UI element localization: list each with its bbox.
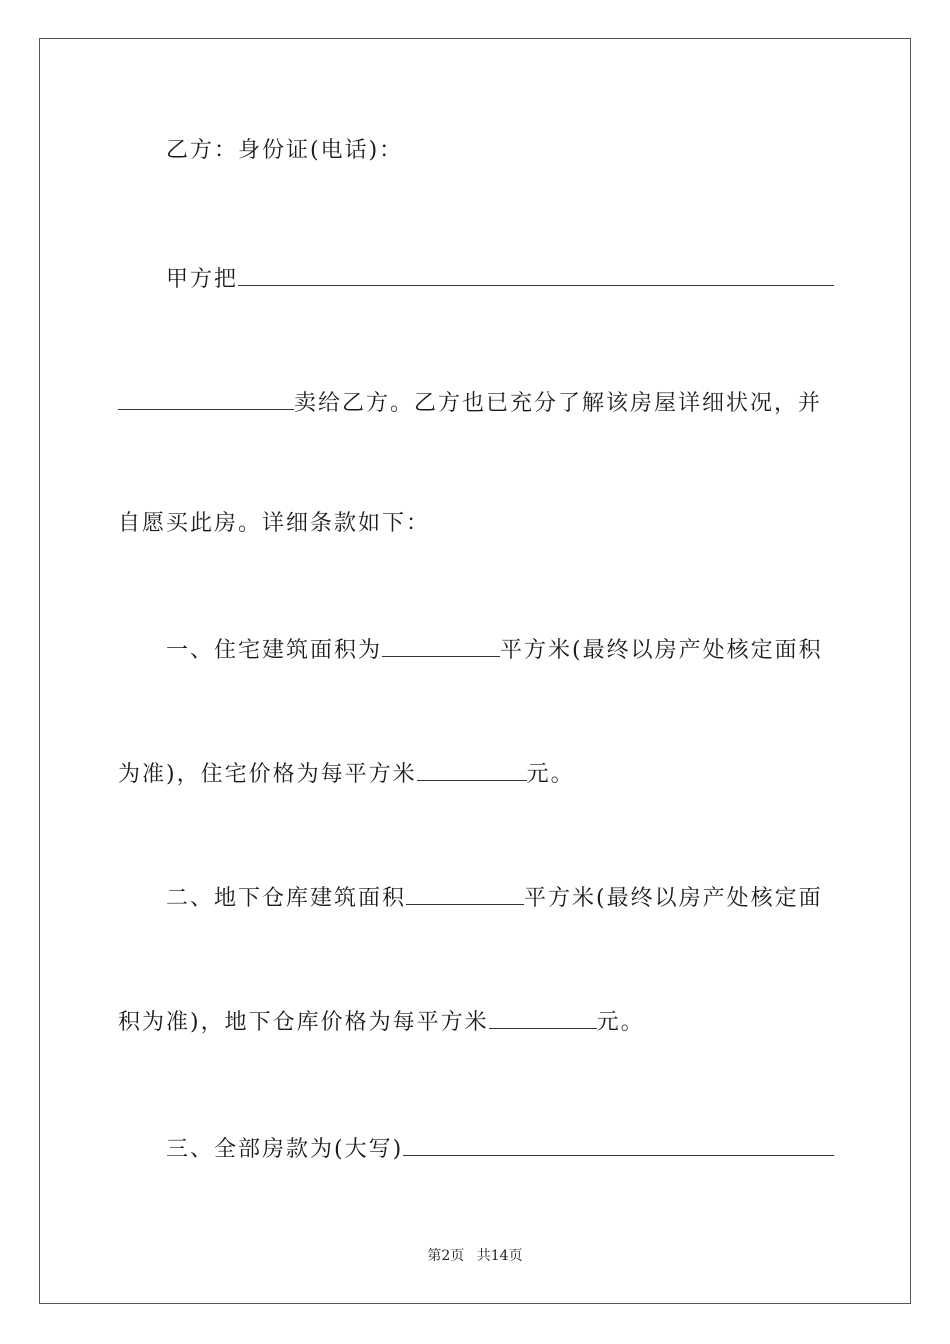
clause-2-line — [118, 876, 834, 916]
clause-1-text: 一、住宅建筑面积为 — [166, 638, 383, 663]
residential-area-blank[interactable] — [382, 628, 500, 657]
page-total: 共14页 — [476, 1248, 523, 1264]
clause-2-price-text: 积为准)，地下仓库价格为每平方米 — [118, 1010, 489, 1035]
storage-price-blank[interactable] — [489, 1000, 597, 1029]
clause-2-price-line — [118, 1000, 834, 1040]
party-b-line — [118, 131, 834, 171]
property-description-blank-cont[interactable] — [118, 381, 294, 410]
total-price-blank[interactable] — [403, 1127, 834, 1156]
sell-to-party-b-line — [118, 381, 834, 421]
clause-3-line — [118, 1127, 834, 1167]
clause-2-text: 二、地下仓库建筑面积 — [166, 886, 407, 911]
voluntary-purchase-line — [118, 504, 834, 544]
clause-2-text-after: 平方米(最终以房产处核定面 — [524, 886, 823, 911]
page-border — [39, 38, 911, 1304]
clause-1-line — [118, 628, 834, 668]
storage-area-blank[interactable] — [406, 876, 524, 905]
residential-price-blank[interactable] — [417, 752, 527, 781]
party-a-text: 甲方把 — [166, 267, 239, 292]
clause-1-price-text: 为准)，住宅价格为每平方米 — [118, 762, 417, 787]
page-number: 第2页 — [427, 1248, 465, 1264]
clause-1-price-line — [118, 752, 834, 792]
sell-statement-text: 卖给乙方。乙方也已充分了解该房屋详细状况，并 — [294, 391, 823, 416]
voluntary-text: 自愿买此房。详细条款如下： — [118, 511, 431, 536]
party-a-transfer-line — [118, 257, 834, 297]
clause-2-price-unit: 元。 — [596, 1010, 645, 1035]
clause-1-price-unit: 元。 — [526, 762, 575, 787]
clause-1-text-after: 平方米(最终以房产处核定面积 — [500, 638, 823, 663]
page-footer — [0, 1246, 950, 1266]
party-b-text: 乙方：身份证(电话)： — [166, 138, 404, 163]
clause-3-text: 三、全部房款为(大写) — [166, 1137, 404, 1162]
property-description-blank[interactable] — [238, 257, 834, 286]
